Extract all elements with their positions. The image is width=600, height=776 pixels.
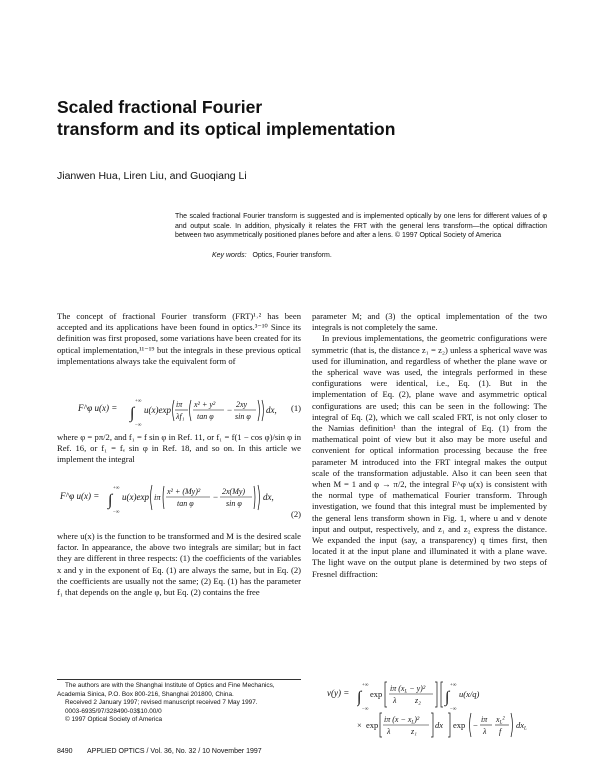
journal-info: APPLIED OPTICS / Vol. 36, No. 32 / 10 November 1997 bbox=[87, 748, 262, 755]
svg-text:tan φ: tan φ bbox=[177, 499, 194, 508]
authors: Jianwen Hua, Liren Liu, and Guoqiang Li bbox=[57, 170, 247, 182]
right-paragraph-2: In previous implementations, the geometric configurations were symmetric (that is, the distance z₁ = z₂) unless a spherical wave was used for illumination, and regardless of whether the plane wave or the spherical wave was used, the integrals performed in these configurations were identical, i.e., Eq. (1). But in the implementation of Eq. (2), plane wave and asymmetric optical configurations are used; this can be seen in the following: The integral of Eq. (2), which we call scaled FRT, is not only closer to the Namias definition¹ than the integral of Eq. (1) from the mathematical point of view but it also may be more useful and convenient for optical information processing because the free parameter M introduced into the FRT integral makes the output scale of the transformation adjustable. Also it can been seen that when M = 1 and φ → π/2, the integral F^φ u(x) is consistent with the normal type of mathematical Fourier transform. Through investigation, we found that this integral must be implemented by the general lens transform shown in Fig. 1, where u and v denote input and output, respectively, and z₁ and z₂ express the distance. We expanded the input (say, a transparency) q times first, then located it at the input plane and illuminated it with a plane wave. The light wave on the output plane is determined by two steps of Fresnel diffraction: bbox=[312, 333, 547, 579]
right-column bbox=[312, 311, 547, 580]
svg-text:sin φ: sin φ bbox=[226, 499, 242, 508]
svg-text:+∞: +∞ bbox=[135, 399, 142, 404]
footnote-code: 0003-6935/97/328490-03$10.00/0 bbox=[65, 707, 162, 715]
equation-1-number: (1) bbox=[290, 403, 301, 413]
svg-text:exp: exp bbox=[370, 689, 383, 699]
svg-text:+∞: +∞ bbox=[362, 683, 369, 688]
svg-text:iπ (x − xL)²: iπ (x − xL)² bbox=[384, 715, 420, 726]
equation-1-body bbox=[128, 394, 278, 428]
equation-2-lhs: F^φ u(x) = bbox=[60, 491, 100, 501]
keywords-label: Key words: bbox=[212, 252, 247, 259]
svg-text:−∞: −∞ bbox=[450, 707, 457, 712]
left-column bbox=[57, 311, 301, 367]
svg-text:∫: ∫ bbox=[357, 689, 362, 706]
svg-text:f: f bbox=[499, 727, 502, 736]
equation-3-body bbox=[357, 678, 552, 738]
left-paragraph-2: where φ = pπ/2, and f₁ = f sin φ in Ref. 11, or f₁ = f(1 − cos φ)/sin φ in Ref. 16, or f₁ = fₑ sin φ in Ref. 18, and so on. In this article we implement the integral bbox=[57, 432, 301, 465]
equation-3 bbox=[327, 678, 552, 738]
footnotes bbox=[57, 682, 301, 725]
svg-text:dx,: dx, bbox=[263, 492, 274, 502]
equation-2-number: (2) bbox=[290, 509, 301, 519]
svg-text:iπ: iπ bbox=[154, 492, 161, 502]
svg-text:λf₁: λf₁ bbox=[176, 412, 185, 421]
svg-text:iπ: iπ bbox=[481, 715, 488, 724]
svg-text:λ: λ bbox=[483, 727, 487, 736]
left-column-3 bbox=[57, 531, 301, 598]
svg-text:u(x/q): u(x/q) bbox=[459, 689, 480, 699]
svg-text:2x(My): 2x(My) bbox=[222, 487, 246, 496]
abstract: The scaled fractional Fourier transform is suggested and is implemented optically by one lens for different values of φ and output scale. In addition, physically it relates the FRT with the general lens transform—the optical diffraction between two asymmetrically positioned planes before and after a lens. © 1997 Optical Society of America bbox=[175, 213, 547, 240]
svg-text:x² + y²: x² + y² bbox=[194, 400, 216, 409]
svg-text:−∞: −∞ bbox=[362, 707, 369, 712]
svg-text:z₁: z₁ bbox=[411, 727, 417, 736]
title-line-2: transform and its optical implementation bbox=[57, 119, 396, 139]
article-title bbox=[57, 96, 517, 140]
svg-text:iπ: iπ bbox=[176, 400, 183, 409]
keywords bbox=[212, 252, 332, 259]
svg-text:x² + (My)²: x² + (My)² bbox=[167, 487, 201, 496]
footnote-copyright: © 1997 Optical Society of America bbox=[65, 716, 163, 724]
svg-text:×: × bbox=[357, 720, 362, 730]
svg-text:exp: exp bbox=[453, 720, 466, 730]
svg-text:−: − bbox=[473, 720, 478, 730]
title-line-1: Scaled fractional Fourier bbox=[57, 97, 263, 117]
svg-text:−∞: −∞ bbox=[135, 423, 142, 428]
svg-text:dxL: dxL bbox=[516, 720, 527, 732]
svg-text:z₂: z₂ bbox=[415, 696, 421, 705]
equation-1 bbox=[78, 394, 301, 428]
left-paragraph-3: where u(x) is the function to be transformed and M is the desired scale factor. In appearance, the above two integrals are similar; but in fact they are different in three respects: (1) the coefficients of the variables x and y in the exponent of Eq. (1) are always the same, but in Eq. (2) the coefficients are usually not the same; (2) Eq. (1) has the parameter f₁ that depends on the angle φ, but Eq. (2) contains the free bbox=[57, 531, 301, 598]
equation-2-body bbox=[106, 481, 284, 515]
svg-text:∫: ∫ bbox=[445, 689, 450, 706]
svg-text:exp: exp bbox=[366, 720, 379, 730]
svg-text:λ: λ bbox=[387, 727, 391, 736]
svg-text:xL2: $xL^2$ bbox=[496, 715, 505, 726]
right-paragraph-1: parameter M; and (3) the optical implementation of the two integrals is not completely the same. bbox=[312, 311, 547, 333]
page-number: 8490 bbox=[57, 748, 73, 755]
left-column-2 bbox=[57, 432, 301, 466]
svg-text:u(x)exp: u(x)exp bbox=[122, 492, 149, 502]
equation-1-lhs: F^φ u(x) = bbox=[78, 403, 118, 413]
footnote-received: Received 2 January 1997; revised manuscript received 7 May 1997. bbox=[65, 699, 258, 707]
equation-3-lhs: v(y) = bbox=[327, 688, 350, 698]
svg-text:+∞: +∞ bbox=[450, 683, 457, 688]
keywords-text: Optics, Fourier transform. bbox=[252, 252, 332, 259]
footnote-affiliation: The authors are with the Shanghai Institute of Optics and Fine Mechanics, Academia Sinica, P.O. Box 800-216, Shanghai 201800, China. bbox=[57, 682, 275, 698]
svg-text:2xy: 2xy bbox=[236, 400, 248, 409]
svg-text:dx,: dx, bbox=[266, 405, 277, 415]
svg-text:−: − bbox=[227, 405, 233, 415]
svg-text:u(x)exp: u(x)exp bbox=[144, 405, 171, 415]
svg-text:λ: λ bbox=[393, 696, 397, 705]
svg-text:−∞: −∞ bbox=[113, 510, 120, 515]
equation-2 bbox=[60, 481, 301, 523]
svg-text:sin φ: sin φ bbox=[235, 412, 251, 421]
svg-text:dx: dx bbox=[435, 720, 444, 730]
left-paragraph-1: The concept of fractional Fourier transform (FRT)¹˒² has been accepted and its applications have been found in optics.³⁻¹⁰ Since its definition was first proposed, some variations have been created for its optical implementation,¹¹⁻¹⁹ but the integrals in these previous optical implementations always take the equivalent form of bbox=[57, 311, 301, 366]
svg-text:−: − bbox=[213, 492, 219, 502]
svg-text:∫: ∫ bbox=[108, 492, 113, 509]
footnote-rule bbox=[57, 679, 301, 680]
svg-text:∫: ∫ bbox=[130, 405, 135, 422]
svg-text:iπ (xL − y)²: iπ (xL − y)² bbox=[390, 684, 426, 695]
svg-text:+∞: +∞ bbox=[113, 486, 120, 491]
svg-text:tan φ: tan φ bbox=[197, 412, 214, 421]
